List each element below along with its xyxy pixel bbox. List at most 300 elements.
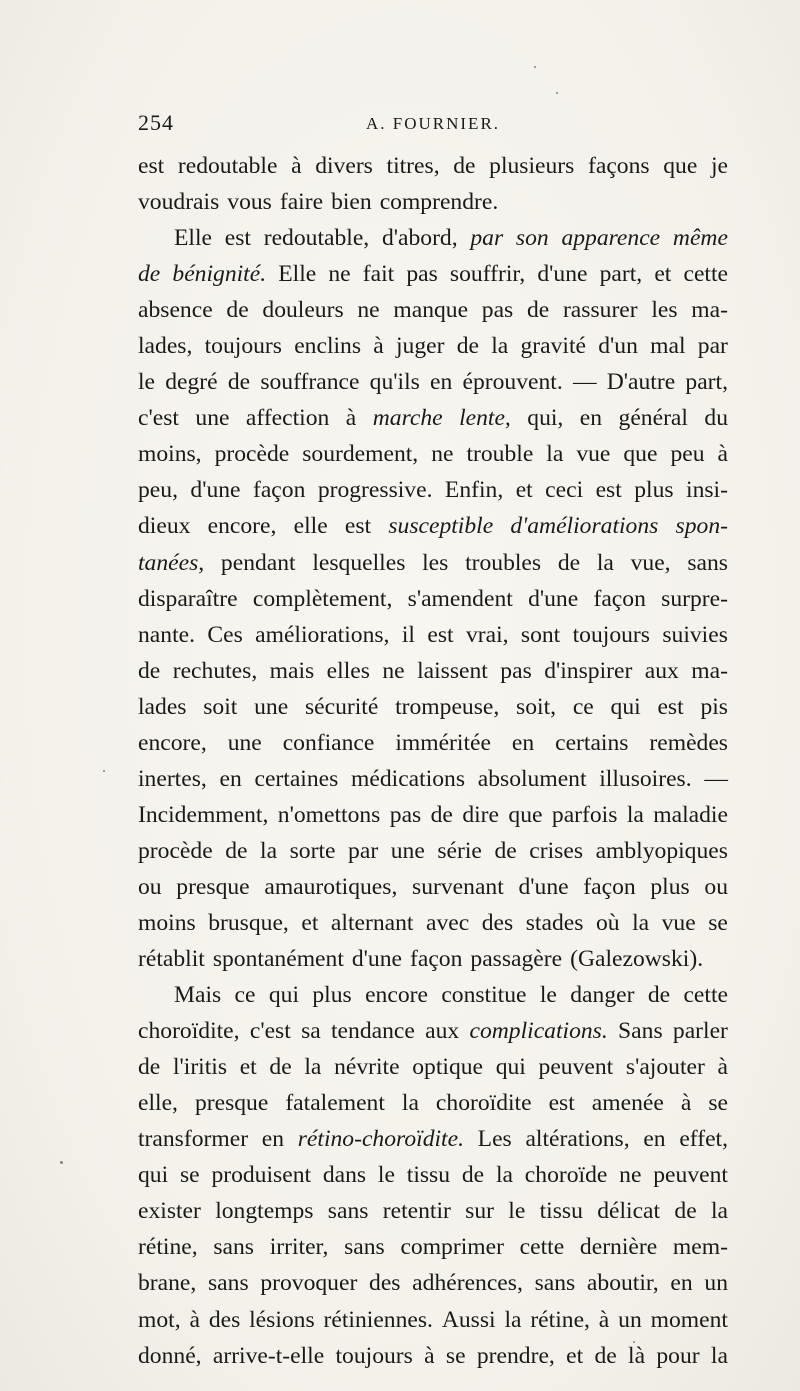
word: la xyxy=(596,549,614,576)
word: donné, xyxy=(138,1342,202,1369)
word: procède xyxy=(214,441,290,468)
word: divers xyxy=(315,153,373,179)
word: est xyxy=(224,225,251,252)
word: de xyxy=(461,1162,485,1189)
word: et xyxy=(239,1054,257,1081)
word: c'est xyxy=(249,1018,291,1045)
word: faire xyxy=(279,189,324,216)
word: se xyxy=(708,1090,728,1117)
word: Ces xyxy=(207,621,243,648)
word: tanées, xyxy=(138,549,205,576)
word: sans xyxy=(534,1270,576,1297)
word: de xyxy=(494,837,517,864)
word: affection xyxy=(245,405,330,432)
word: stades xyxy=(525,909,584,936)
word: de xyxy=(225,837,248,864)
word: qui xyxy=(610,693,641,720)
word: de xyxy=(138,657,161,684)
word: encore xyxy=(365,982,428,1009)
word: amenée xyxy=(591,1090,664,1117)
word: vous xyxy=(227,189,272,216)
word: façons xyxy=(588,153,650,179)
word: sans xyxy=(344,1234,385,1261)
word: des xyxy=(481,909,514,936)
word: ce xyxy=(572,693,594,720)
word: dernière xyxy=(579,1234,658,1261)
word: est xyxy=(657,693,684,720)
word: se xyxy=(445,1342,466,1369)
word: lésions xyxy=(249,1306,315,1333)
word: est xyxy=(595,477,622,504)
word: je xyxy=(710,153,728,179)
word: confiance xyxy=(282,729,375,756)
word: pas xyxy=(389,801,422,828)
word: une xyxy=(195,405,230,432)
word: marche xyxy=(372,405,443,432)
word: prendre, xyxy=(476,1342,555,1369)
word: parfois xyxy=(551,801,618,828)
word: la xyxy=(546,441,564,468)
word: fait xyxy=(362,261,395,288)
word: amblyopiques xyxy=(595,837,728,864)
word: en xyxy=(579,405,603,432)
word: est xyxy=(344,513,372,540)
word: bien xyxy=(331,189,372,216)
word: sans xyxy=(213,1234,254,1261)
word: Les xyxy=(477,1126,512,1153)
text-line xyxy=(138,472,728,508)
word: rétablit xyxy=(138,946,205,973)
word: vue xyxy=(576,441,611,468)
word: absence xyxy=(138,297,213,324)
word: d'une xyxy=(190,477,241,504)
text-line xyxy=(138,761,728,797)
word: optique xyxy=(412,1054,484,1081)
word: certaines xyxy=(254,765,339,792)
text-line xyxy=(138,1265,728,1301)
text-line xyxy=(138,869,728,905)
word: à xyxy=(598,1306,610,1333)
word: cette xyxy=(519,1234,565,1261)
word: plusieurs xyxy=(489,153,575,179)
word: rétiniennes. xyxy=(323,1306,433,1333)
text-line xyxy=(138,364,728,400)
word: un xyxy=(704,1270,728,1297)
word: alternant xyxy=(330,909,414,936)
word: à xyxy=(717,1054,728,1081)
word: trompeuse, xyxy=(395,693,500,720)
word: souffrir, xyxy=(449,261,526,288)
word: toujours xyxy=(204,333,282,360)
word: n'omettons xyxy=(277,801,381,828)
word: façon xyxy=(252,477,306,504)
word: Enfin, xyxy=(444,477,504,504)
text-line xyxy=(138,148,728,184)
word: Aussi xyxy=(441,1306,496,1333)
word: sourdement, xyxy=(302,441,419,468)
text-line xyxy=(138,436,728,472)
body-text xyxy=(138,148,728,1374)
word: est xyxy=(427,621,454,648)
word: presque xyxy=(194,1090,269,1117)
word: mal xyxy=(650,333,686,360)
word: de xyxy=(138,1054,161,1081)
word: laissent xyxy=(417,657,488,684)
word: que xyxy=(623,441,658,468)
word: même xyxy=(672,225,728,252)
word: de xyxy=(526,297,550,324)
word: susceptible xyxy=(388,513,494,540)
word: insi- xyxy=(686,477,728,504)
word: qui, xyxy=(527,405,564,432)
word: d'inspirer xyxy=(544,657,633,684)
word: le xyxy=(138,369,156,396)
word: surpre- xyxy=(661,585,728,612)
word: brusque, xyxy=(208,909,289,936)
word: ne xyxy=(357,297,380,324)
word: la xyxy=(710,1198,728,1225)
word: et xyxy=(515,477,533,504)
word: sorte xyxy=(289,837,336,864)
word: elle xyxy=(293,513,328,540)
word: irriter, xyxy=(269,1234,329,1261)
word: sa xyxy=(301,1018,321,1045)
word: trouble xyxy=(466,441,534,468)
word: Elle xyxy=(174,225,212,252)
word: à xyxy=(189,1306,200,1333)
text-line xyxy=(138,977,728,1013)
word: des xyxy=(208,1306,241,1333)
text-line xyxy=(138,292,728,328)
word: une xyxy=(227,729,262,756)
word: altérations, xyxy=(525,1126,630,1153)
word: — xyxy=(572,369,597,396)
word: peuvent xyxy=(538,1054,614,1081)
text-line xyxy=(138,941,728,977)
word: lades xyxy=(138,693,187,720)
word: par xyxy=(470,225,504,252)
word: d'une xyxy=(528,585,579,612)
word: les xyxy=(422,549,449,576)
text-line xyxy=(138,581,728,617)
word: complètement, xyxy=(252,585,393,612)
word: de xyxy=(557,549,581,576)
word: dans xyxy=(322,1162,367,1189)
text-line xyxy=(138,400,728,436)
text-line xyxy=(138,256,728,292)
word: part, xyxy=(599,261,643,288)
word: c'est xyxy=(138,405,179,432)
word: manque xyxy=(393,297,469,324)
word: retentir xyxy=(382,1198,451,1225)
word: à xyxy=(345,405,357,432)
word: d'améliorations xyxy=(510,513,659,540)
word: danger xyxy=(570,982,635,1009)
text-line xyxy=(138,508,728,544)
word: qui xyxy=(268,982,300,1009)
word: façon xyxy=(593,585,646,612)
text-line xyxy=(138,1013,728,1049)
word: médications xyxy=(351,765,466,792)
word: spontanément xyxy=(212,946,344,973)
text-line xyxy=(138,1302,728,1338)
word: mais xyxy=(269,657,315,684)
word: le xyxy=(508,1198,526,1225)
text-line xyxy=(138,1157,728,1193)
word: presque xyxy=(176,873,250,900)
word: pas xyxy=(481,297,514,324)
word: disparaître xyxy=(138,585,238,612)
word: mot, xyxy=(138,1306,181,1333)
word: comprendre. xyxy=(379,189,499,216)
word: de xyxy=(453,153,476,179)
word: vue xyxy=(661,909,696,936)
word: spon- xyxy=(675,513,728,540)
word: de xyxy=(674,1198,697,1225)
word: avec xyxy=(426,909,470,936)
word: les xyxy=(651,297,678,324)
text-line xyxy=(138,1085,728,1121)
word: arrive-t-elle xyxy=(212,1342,325,1369)
page-number: 254 xyxy=(138,110,174,135)
word: soit xyxy=(203,693,238,720)
word: lesquelles xyxy=(312,549,406,576)
word: voudrais xyxy=(138,189,220,216)
word: effet, xyxy=(679,1126,728,1153)
word: s'amendent xyxy=(407,585,513,612)
text-line xyxy=(138,220,728,256)
word: améliorations, xyxy=(255,621,390,648)
word: là xyxy=(628,1342,646,1369)
word: choroïde xyxy=(524,1162,608,1189)
page-header xyxy=(138,110,716,140)
word: nante. xyxy=(138,621,195,648)
word: sont xyxy=(520,621,561,648)
word: remèdes xyxy=(649,729,728,756)
word: absolument xyxy=(477,765,587,792)
word: titres, xyxy=(386,153,440,179)
word: — xyxy=(704,765,728,792)
word: elle, xyxy=(138,1090,178,1117)
text-line xyxy=(138,1049,728,1085)
word: parler xyxy=(672,1018,728,1045)
word: peuvent xyxy=(653,1162,728,1189)
word: (Galezowski). xyxy=(570,946,704,973)
word: une xyxy=(254,693,289,720)
word: que xyxy=(663,153,698,179)
word: ne xyxy=(431,441,454,468)
word: sans xyxy=(687,549,728,576)
word: progressive. xyxy=(317,477,433,504)
word: moins, xyxy=(138,441,202,468)
word: à xyxy=(717,441,728,468)
word: sécurité xyxy=(304,693,379,720)
word: passagère xyxy=(470,946,563,973)
word: un xyxy=(618,1306,642,1333)
word: toujours xyxy=(572,621,650,648)
word: par xyxy=(348,837,379,864)
word: ne xyxy=(619,1162,642,1189)
word: pendant xyxy=(220,549,296,576)
word: fatalement xyxy=(285,1090,385,1117)
word: rechutes, xyxy=(172,657,258,684)
word: le xyxy=(377,1162,395,1189)
word: dire xyxy=(462,801,499,828)
text-line xyxy=(138,797,728,833)
word: ou xyxy=(138,873,162,900)
word: Elle xyxy=(278,261,317,288)
word: d'une xyxy=(537,261,588,288)
word: en xyxy=(511,729,535,756)
word: apparence xyxy=(561,225,661,252)
word: pis xyxy=(700,693,728,720)
word: qu'ils xyxy=(369,369,420,396)
word: degré xyxy=(165,369,218,396)
word: crises xyxy=(529,837,584,864)
word: adhérences, xyxy=(412,1270,523,1297)
word: imméritée xyxy=(395,729,491,756)
word: choroïdite xyxy=(435,1090,532,1117)
word: la xyxy=(401,1090,419,1117)
word: D'autre xyxy=(606,369,676,396)
word: par xyxy=(697,333,728,360)
text-line xyxy=(138,1193,728,1229)
word: produisent xyxy=(211,1162,312,1189)
word: cette xyxy=(683,982,728,1009)
word: rassurer xyxy=(562,297,638,324)
word: maladie xyxy=(653,801,728,828)
word: qui xyxy=(495,1054,526,1081)
word: de xyxy=(456,333,479,360)
word: aux xyxy=(644,657,679,684)
word: la xyxy=(632,909,650,936)
word: pour xyxy=(656,1342,700,1369)
word: il xyxy=(401,621,415,648)
text-line xyxy=(138,689,728,725)
word: bénignité. xyxy=(172,261,267,288)
word: soit, xyxy=(516,693,557,720)
word: ceci xyxy=(545,477,584,504)
word: en xyxy=(670,1270,693,1297)
word: encore, xyxy=(207,513,277,540)
word: du xyxy=(704,405,728,432)
word: en xyxy=(430,369,453,396)
word: à xyxy=(373,333,384,360)
word: tendance xyxy=(331,1018,415,1045)
word: de xyxy=(138,261,161,288)
word: tissu xyxy=(539,1198,583,1225)
word: et xyxy=(566,1342,584,1369)
word: de xyxy=(594,1342,617,1369)
word: se xyxy=(708,909,728,936)
word: son xyxy=(515,225,549,252)
word: l'iritis xyxy=(172,1054,228,1081)
word: Sans xyxy=(618,1018,663,1045)
word: troubles xyxy=(465,549,542,576)
word: certains xyxy=(555,729,629,756)
word: mem- xyxy=(672,1234,728,1261)
word: la xyxy=(304,1054,322,1081)
word: peu, xyxy=(138,477,178,504)
word: qui xyxy=(138,1162,169,1189)
word: vrai, xyxy=(465,621,509,648)
word: part, xyxy=(685,369,728,396)
text-line xyxy=(138,328,728,364)
word: Mais xyxy=(174,982,222,1009)
word: rétino-choroïdite. xyxy=(297,1126,464,1153)
text-line xyxy=(138,1338,728,1374)
word: redoutable, xyxy=(263,225,370,252)
word: redoutable xyxy=(177,153,278,179)
word: constitue xyxy=(441,982,527,1009)
word: moment xyxy=(650,1306,728,1333)
word: ma- xyxy=(691,297,728,324)
word: est xyxy=(548,1090,575,1117)
word: brane, xyxy=(138,1270,197,1297)
word: gravité xyxy=(520,333,587,360)
word: une xyxy=(390,837,425,864)
word: moins xyxy=(138,909,196,936)
word: façon xyxy=(583,873,636,900)
word: procède xyxy=(138,837,213,864)
word: ne xyxy=(382,657,405,684)
word: le xyxy=(539,982,557,1009)
word: d'une xyxy=(518,873,569,900)
word: façon xyxy=(410,946,463,973)
word: des xyxy=(369,1270,401,1297)
word: ou xyxy=(704,873,728,900)
text-line xyxy=(138,653,728,689)
word: la xyxy=(710,1342,728,1369)
word: douleurs xyxy=(262,297,344,324)
word: de xyxy=(269,1054,292,1081)
word: la xyxy=(495,1162,513,1189)
word: en xyxy=(219,765,242,792)
word: à xyxy=(291,153,302,179)
word: de xyxy=(647,982,671,1009)
text-line xyxy=(138,1121,728,1157)
word: la xyxy=(491,333,509,360)
word: et xyxy=(654,261,672,288)
word: général xyxy=(618,405,688,432)
word: exister xyxy=(138,1198,201,1225)
word: à xyxy=(680,1090,692,1117)
word: aboutir, xyxy=(586,1270,659,1297)
word: délicat xyxy=(597,1198,661,1225)
word: cette xyxy=(683,261,728,288)
word: plus xyxy=(312,982,352,1009)
word: inertes, xyxy=(138,765,207,792)
word: en xyxy=(643,1126,666,1153)
text-line xyxy=(138,905,728,941)
word: la xyxy=(626,801,644,828)
word: juger xyxy=(396,333,445,360)
word: plus xyxy=(650,873,690,900)
word: transformer xyxy=(138,1126,249,1153)
word: encore, xyxy=(138,729,207,756)
word: la xyxy=(260,837,278,864)
word: longtemps xyxy=(215,1198,314,1225)
word: souffrance xyxy=(260,369,360,396)
word: à xyxy=(424,1342,435,1369)
word: névrite xyxy=(334,1054,400,1081)
word: suivies xyxy=(662,621,728,648)
word: série xyxy=(437,837,482,864)
word: où xyxy=(595,909,620,936)
word: en xyxy=(261,1126,285,1153)
word: lades, xyxy=(138,333,193,360)
word: ma- xyxy=(691,657,728,684)
